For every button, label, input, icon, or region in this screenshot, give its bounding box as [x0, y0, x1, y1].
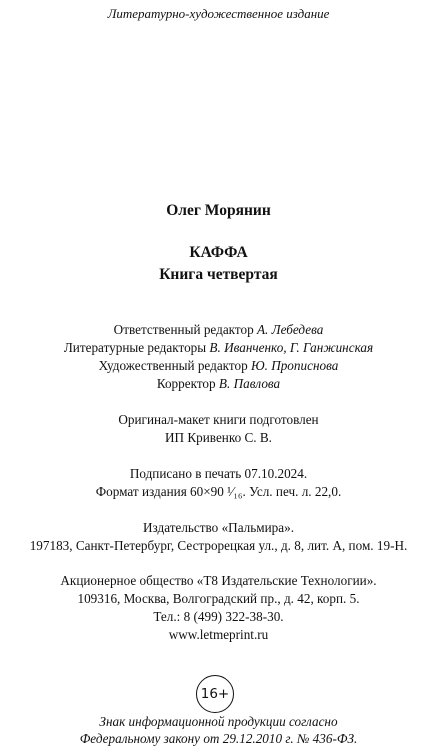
layout-prepared-line: ИП Кривенко С. В. — [165, 430, 272, 445]
printer-line: 109316, Москва, Волгоградский пр., д. 42, корп. 5. — [77, 591, 360, 606]
credit-line — [0, 340, 437, 356]
credit-line — [0, 358, 437, 374]
age-rating-badge: 16+ — [196, 675, 234, 713]
publisher-line: 197183, Санкт-Петербург, Сестрорецкая ул., д. 8, лит. А, пом. 19-Н. — [29, 538, 408, 553]
credit-name: Ю. Прописнова — [250, 358, 339, 373]
book-subtitle: Книга четвертая — [159, 266, 278, 283]
credit-line — [0, 376, 437, 392]
credit-name: А. Лебедева — [256, 322, 324, 337]
printer-line: Акционерное общество «Т8 Издательские Технологии». — [60, 573, 377, 588]
book-title: КАФФА — [189, 244, 248, 261]
credit-name: В. Иванченко, Г. Ганжинская — [209, 340, 374, 355]
header-note: Литературно-художественное издание — [107, 6, 330, 21]
credit-line — [0, 322, 437, 338]
author-name: Олег Морянин — [166, 202, 271, 219]
credit-role: Ответственный редактор — [113, 322, 254, 337]
credit-role: Литературные редакторы — [63, 340, 207, 355]
credit-role: Корректор — [156, 376, 216, 391]
print-info-line: Подписано в печать 07.10.2024. — [129, 466, 308, 481]
layout-prepared-line: Оригинал-макет книги подготовлен — [118, 412, 319, 427]
print-info-line: Формат издания 60×90 ¹⁄₁₆. Усл. печ. л. 22,0. — [95, 484, 342, 499]
credit-role: Художественный редактор — [98, 358, 248, 373]
credit-name: В. Павлова — [218, 376, 281, 391]
printer-website: www.letmeprint.ru — [168, 627, 269, 642]
printer-line: Тел.: 8 (499) 322-38-30. — [153, 609, 284, 624]
publisher-line: Издательство «Пальмира». — [143, 520, 294, 535]
footer-note-line: Федеральному закону от 29.12.2010 г. № 436-ФЗ. — [79, 731, 358, 746]
footer-note-line: Знак информационной продукции согласно — [99, 714, 338, 729]
